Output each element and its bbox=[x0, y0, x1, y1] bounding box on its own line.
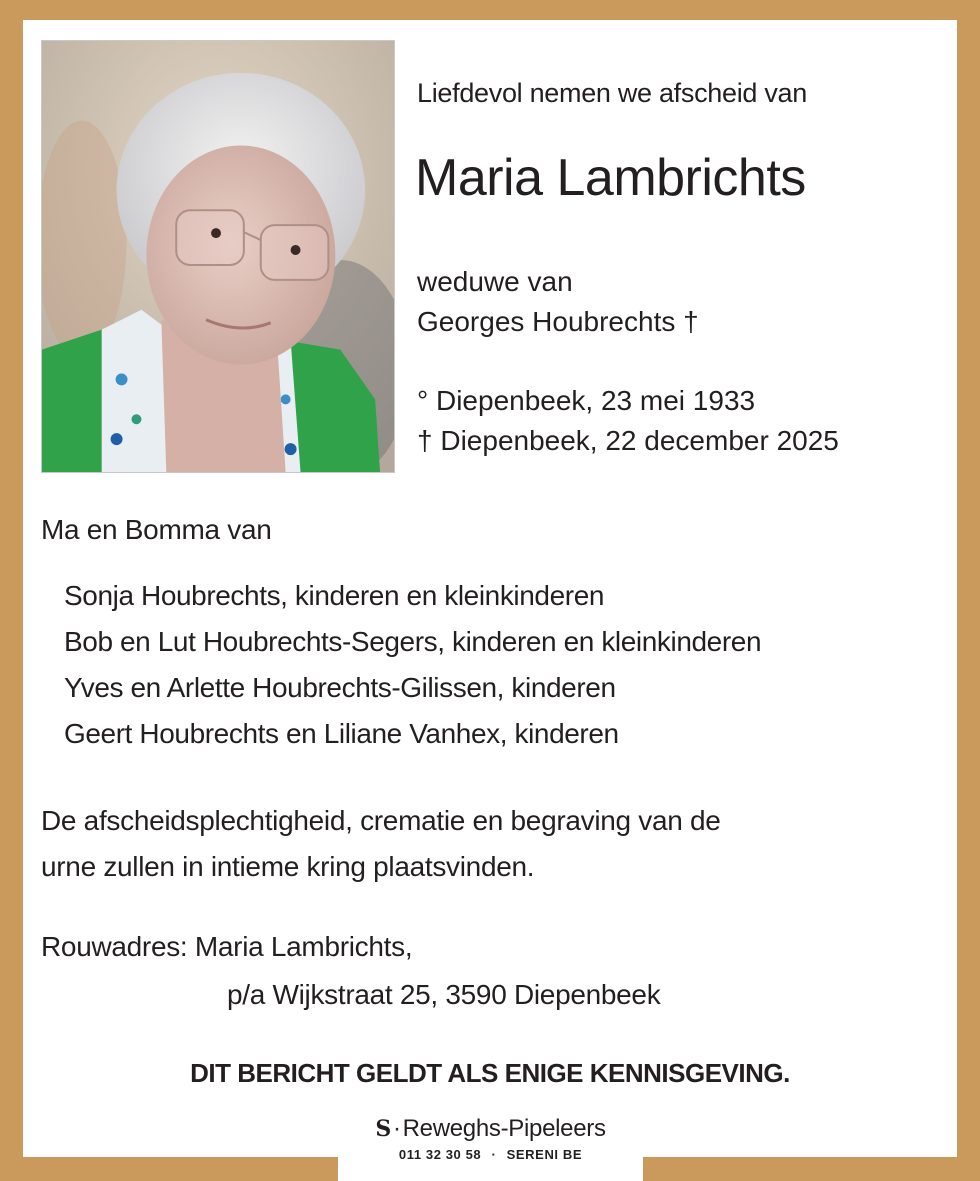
frame-border-bottom-left bbox=[0, 1157, 338, 1181]
frame-border-right bbox=[957, 0, 980, 1181]
intro-text: Liefdevol nemen we afscheid van bbox=[417, 78, 807, 108]
funeral-home-contact bbox=[338, 1147, 643, 1162]
family-member: Sonja Houbrechts, kinderen en kleinkinderen bbox=[64, 580, 605, 611]
family-member: Bob en Lut Houbrechts-Segers, kinderen en kleinkinderen bbox=[64, 626, 762, 657]
death-date: † Diepenbeek, 22 december 2025 bbox=[417, 425, 839, 456]
family-member: Geert Houbrechts en Liliane Vanhex, kinderen bbox=[64, 718, 619, 749]
portrait-image bbox=[42, 41, 394, 472]
ceremony-line: De afscheidsplechtigheid, crematie en begraving van de bbox=[41, 805, 721, 836]
frame-border-left bbox=[0, 0, 23, 1181]
ceremony-text bbox=[41, 798, 721, 890]
funeral-home-phone: 011 32 30 58 bbox=[398, 1147, 482, 1162]
funeral-home-logo-icon: S bbox=[375, 1116, 391, 1142]
frame-border-top bbox=[0, 0, 980, 20]
funeral-home-name-line bbox=[338, 1115, 643, 1143]
condolence-address bbox=[41, 923, 660, 1019]
separator-dot: · bbox=[392, 1115, 401, 1142]
separator-dot: · bbox=[491, 1147, 497, 1162]
address-line: Rouwadres: Maria Lambrichts, bbox=[41, 931, 413, 962]
dates-block bbox=[417, 381, 839, 461]
deceased-name: Maria Lambrichts bbox=[415, 149, 806, 207]
portrait-photo bbox=[41, 40, 395, 473]
family-title: Ma en Bomma van bbox=[41, 514, 272, 545]
family-list bbox=[64, 573, 761, 757]
ceremony-line: urne zullen in intieme kring plaatsvinden. bbox=[41, 851, 535, 882]
frame-border-bottom-right bbox=[643, 1157, 980, 1181]
spouse-label: weduwe van bbox=[417, 266, 573, 297]
family-member: Yves en Arlette Houbrechts-Gilissen, kinderen bbox=[64, 672, 616, 703]
birth-date: ° Diepenbeek, 23 mei 1933 bbox=[417, 385, 756, 416]
address-line: p/a Wijkstraat 25, 3590 Diepenbeek bbox=[227, 979, 661, 1010]
funeral-home-brand: SERENI BE bbox=[506, 1147, 583, 1162]
spouse-name: Georges Houbrechts † bbox=[417, 306, 699, 337]
notice-text: DIT BERICHT GELDT ALS ENIGE KENNISGEVING. bbox=[190, 1058, 790, 1088]
spouse-block bbox=[417, 262, 699, 342]
funeral-home-block bbox=[338, 1115, 643, 1162]
funeral-home-name: Reweghs-Pipeleers bbox=[402, 1115, 606, 1142]
